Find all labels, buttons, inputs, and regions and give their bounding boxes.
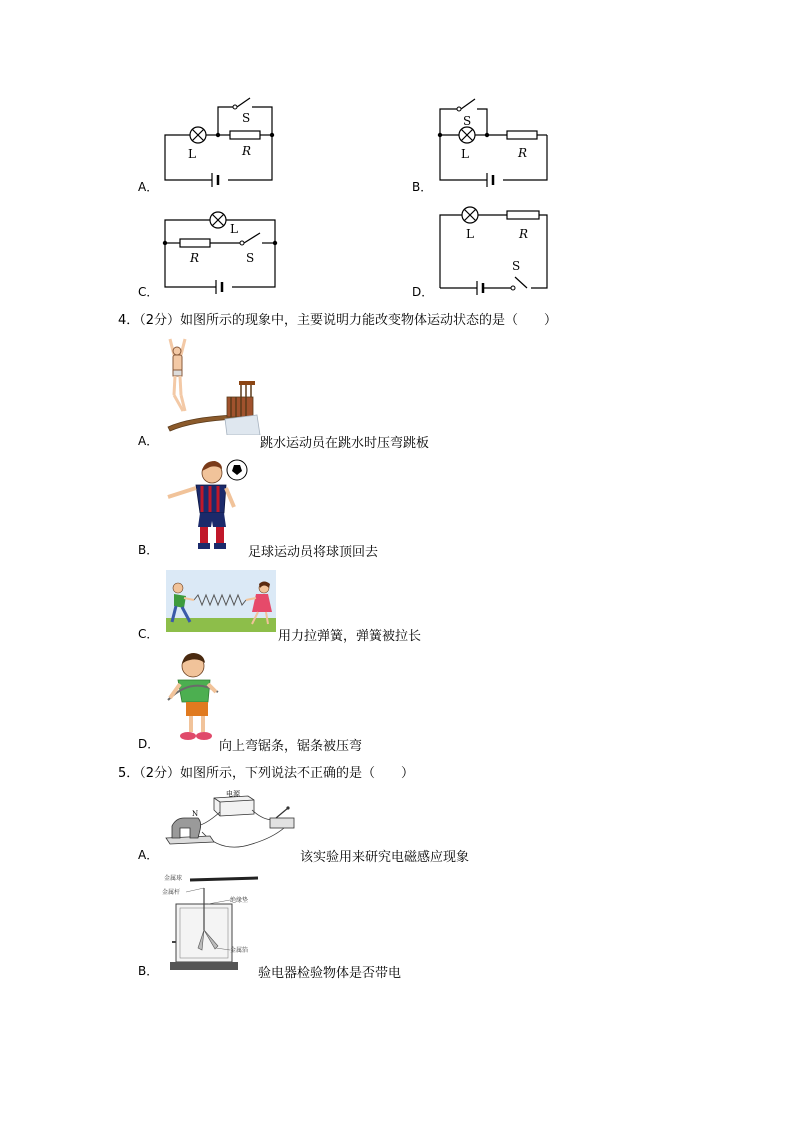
switch-label-b: S (463, 114, 472, 128)
q4-option-c-label: C． (138, 627, 159, 641)
lamp-label-d: L (466, 227, 474, 241)
lamp-label-a: L (188, 147, 196, 161)
metal-rod-label: 金属杆 (162, 889, 181, 896)
switch-label-d: S (512, 259, 521, 273)
question-5-stem: 5．（2分）如图所示，下列说法不正确的是（ ） (118, 766, 415, 781)
q4-option-b-label: B． (138, 543, 159, 557)
q4-option-b-caption: 足球运动员将球顶回去 (248, 545, 379, 560)
lamp-label-b: L (461, 147, 469, 161)
diver-springboard-image (165, 335, 265, 435)
power-box-label: 电源 (226, 790, 240, 798)
circuit-diagram-c (160, 205, 285, 295)
q5-option-a-caption: 该实验用来研究电磁感应现象 (300, 850, 470, 865)
metal-foil-label: 金属箔 (230, 947, 249, 954)
q5-option-b-caption: 验电器检验物体是否带电 (258, 966, 402, 981)
lamp-label-c: L (230, 222, 238, 236)
q4-option-c-caption: 用力拉弹簧，弹簧被拉长 (278, 629, 422, 644)
circuit-diagram-d (435, 200, 560, 295)
resistor-label-a: R (242, 144, 252, 158)
resistor-label-b: R (518, 146, 528, 160)
spring-pull-image (166, 570, 276, 635)
circuit-diagram-b (435, 95, 555, 190)
q5-option-a-label: A． (138, 848, 159, 862)
footballer-heading-image (160, 455, 255, 555)
switch-label-c: S (246, 251, 255, 265)
resistor-label-d: R (519, 227, 529, 241)
magnet-pole-label: N (192, 810, 199, 818)
insulator-label: 绝缘垫 (230, 897, 249, 904)
option-label-b: B． (412, 180, 433, 194)
electroscope-image (160, 868, 260, 976)
q4-option-a-label: A． (138, 434, 159, 448)
electromagnetic-apparatus-image (162, 788, 302, 858)
switch-label-a: S (242, 111, 251, 125)
q5-option-b-label: B． (138, 964, 159, 978)
q4-option-d-label: D． (138, 737, 160, 751)
option-label-c: C． (138, 285, 159, 299)
q4-option-a-caption: 跳水运动员在跳水时压弯跳板 (260, 436, 430, 451)
resistor-label-c: R (190, 251, 200, 265)
question-4-stem: 4．（2分）如图所示的现象中，主要说明力能改变物体运动状态的是（ ） (118, 313, 558, 328)
circuit-diagram-a (160, 95, 280, 190)
option-label-d: D． (412, 285, 434, 299)
q4-option-d-caption: 向上弯锯条，锯条被压弯 (219, 739, 363, 754)
bending-saw-blade-image (160, 650, 230, 745)
option-label-a: A． (138, 180, 159, 194)
metal-ball-label: 金属球 (164, 875, 183, 882)
